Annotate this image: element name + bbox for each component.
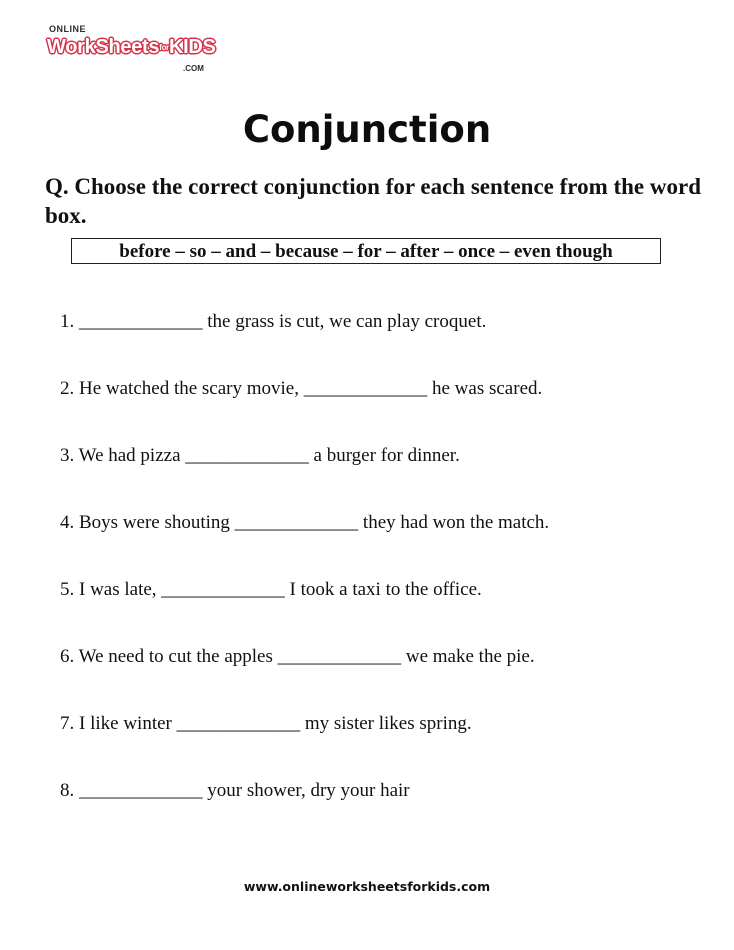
question-list bbox=[60, 308, 549, 844]
logo-main-a: WorkSheets bbox=[47, 36, 160, 58]
word-box: before – so – and – because – for – after – once – even though bbox=[71, 238, 661, 264]
question-item-3: 3. We had pizza _____________ a burger for dinner. bbox=[60, 445, 460, 466]
logo-suffix: .COM bbox=[183, 64, 204, 73]
question-item-2: 2. He watched the scary movie, _____________ he was scared. bbox=[60, 378, 543, 399]
question-item-5: 5. I was late, _____________ I took a taxi to the office. bbox=[60, 579, 482, 600]
question-item-6: 6. We need to cut the apples _____________ we make the pie. bbox=[60, 646, 535, 667]
logo-top-text: ONLINE bbox=[49, 24, 87, 34]
page-title: Conjunction bbox=[242, 108, 492, 151]
logo-main-text bbox=[47, 36, 216, 59]
site-logo bbox=[47, 24, 217, 80]
question-item-7: 7. I like winter _____________ my sister likes spring. bbox=[60, 713, 472, 734]
question-item-4: 4. Boys were shouting _____________ they had won the match. bbox=[60, 512, 550, 533]
logo-main-b: KIDS bbox=[169, 36, 216, 58]
footer-url: www.onlineworksheetsforkids.com bbox=[243, 879, 491, 894]
question-item-8: 8. _____________ your shower, dry your hair bbox=[60, 780, 410, 801]
logo-main-for: for bbox=[159, 43, 169, 53]
question-item-1: 1. _____________ the grass is cut, we can play croquet. bbox=[60, 311, 487, 332]
question-prompt: Q. Choose the correct conjunction for each sentence from the word box. bbox=[45, 174, 702, 228]
